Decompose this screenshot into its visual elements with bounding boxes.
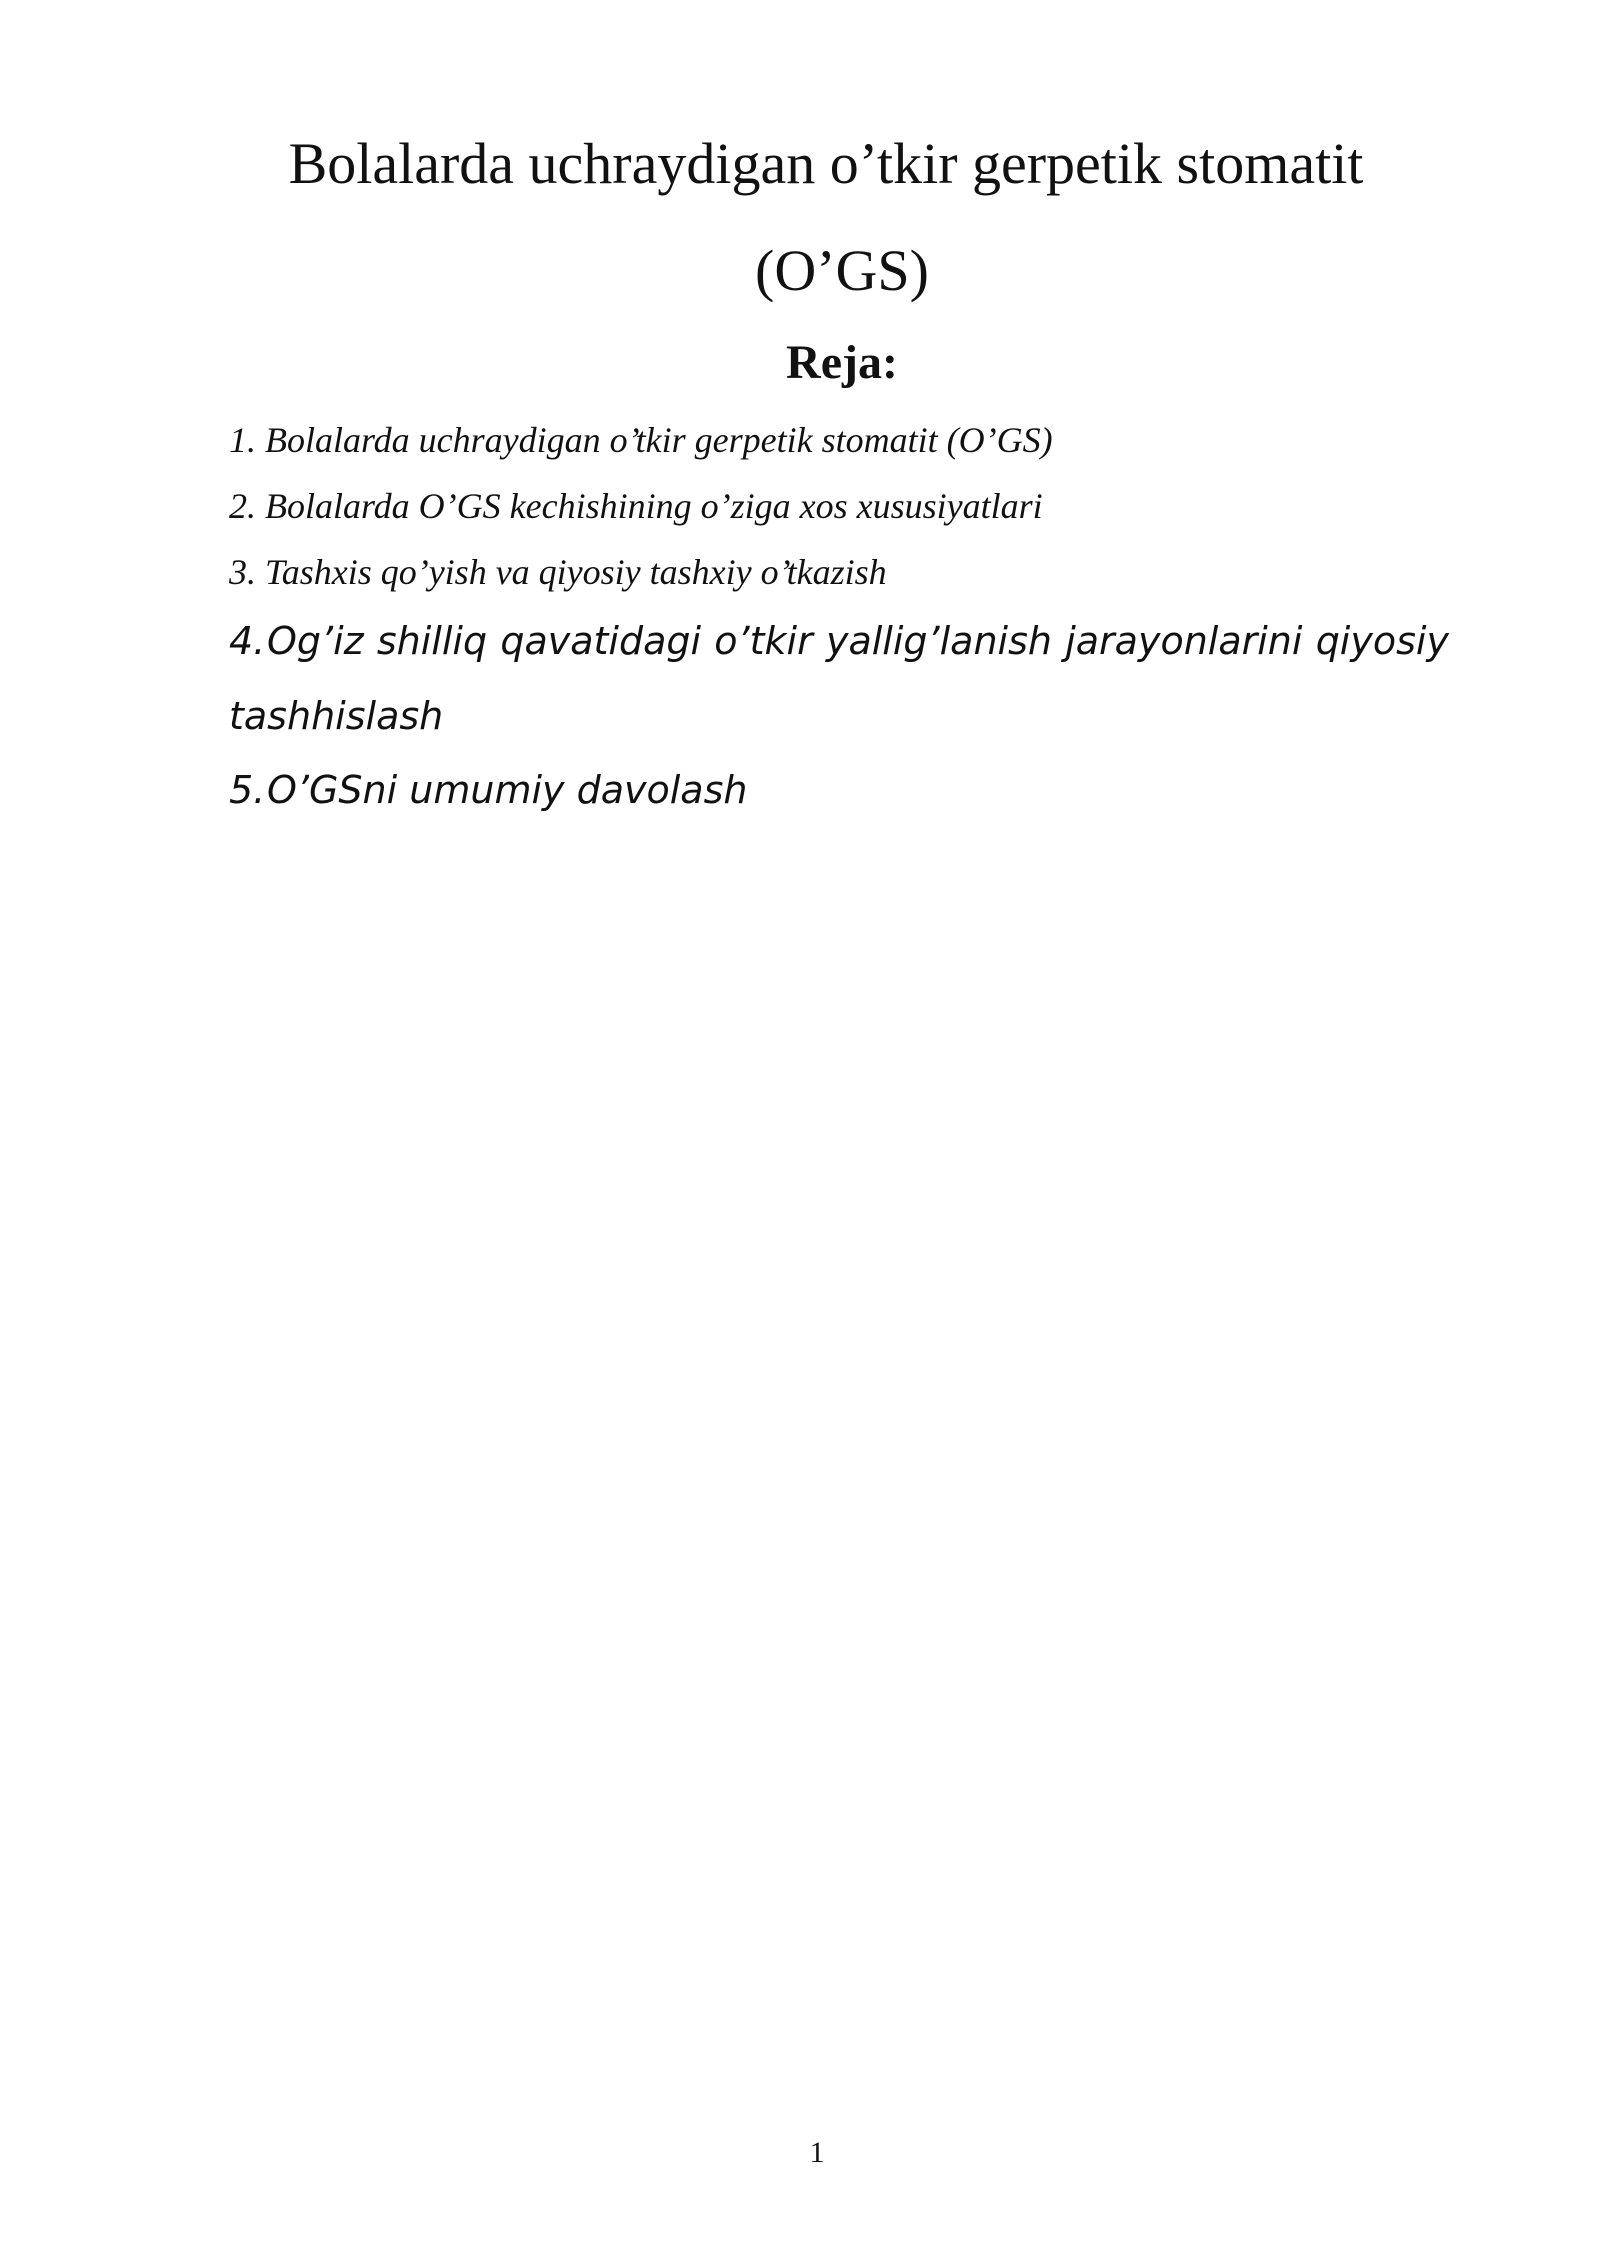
plan-item-word: o’tkir xyxy=(714,619,813,663)
plan-item-4-second-line: tashhislash xyxy=(229,694,444,738)
plan-heading: Reja: xyxy=(786,336,898,389)
plan-item-word: jarayonlarini xyxy=(1065,619,1303,663)
plan-item-number: 1. xyxy=(229,420,256,460)
page-number: 1 xyxy=(809,2136,825,2169)
document-title-line-1: Bolalarda uchraydigan o’tkir gerpetik stomatit xyxy=(288,131,1364,196)
plan-item-word: shilliq xyxy=(376,619,488,663)
plan-item-word: qiyosiy xyxy=(1315,619,1449,663)
plan-item-text: Bolalarda uchraydigan o’tkir gerpetik stomatit (O’GS) xyxy=(265,420,1053,460)
plan-item-word: qavatidagi xyxy=(500,619,702,663)
plan-item xyxy=(229,484,1043,528)
plan-item-4-first-line xyxy=(229,613,1449,669)
plan-item xyxy=(229,418,1053,462)
plan-item-word: Og’iz xyxy=(267,619,364,663)
plan-item-text: Bolalarda O’GS kechishining o’ziga xos xususiyatlari xyxy=(265,486,1043,526)
document-title-line-2: (O’GS) xyxy=(755,238,929,303)
plan-item-number: 5. xyxy=(229,768,266,812)
plan-item-number: 2. xyxy=(229,486,256,526)
plan-item-text: Tashxis qo’yish va qiyosiy tashxiy o’tkazish xyxy=(265,552,887,592)
plan-item-number: 3. xyxy=(229,552,256,592)
plan-item-text: O’GSni umumiy davolash xyxy=(267,768,748,812)
plan-item-number: 4. xyxy=(229,619,266,663)
plan-item xyxy=(229,550,887,594)
plan-item xyxy=(229,762,1449,818)
plan-item-word: yallig’lanish xyxy=(825,619,1052,663)
plan-item-4-number-and-first-word xyxy=(229,613,364,669)
